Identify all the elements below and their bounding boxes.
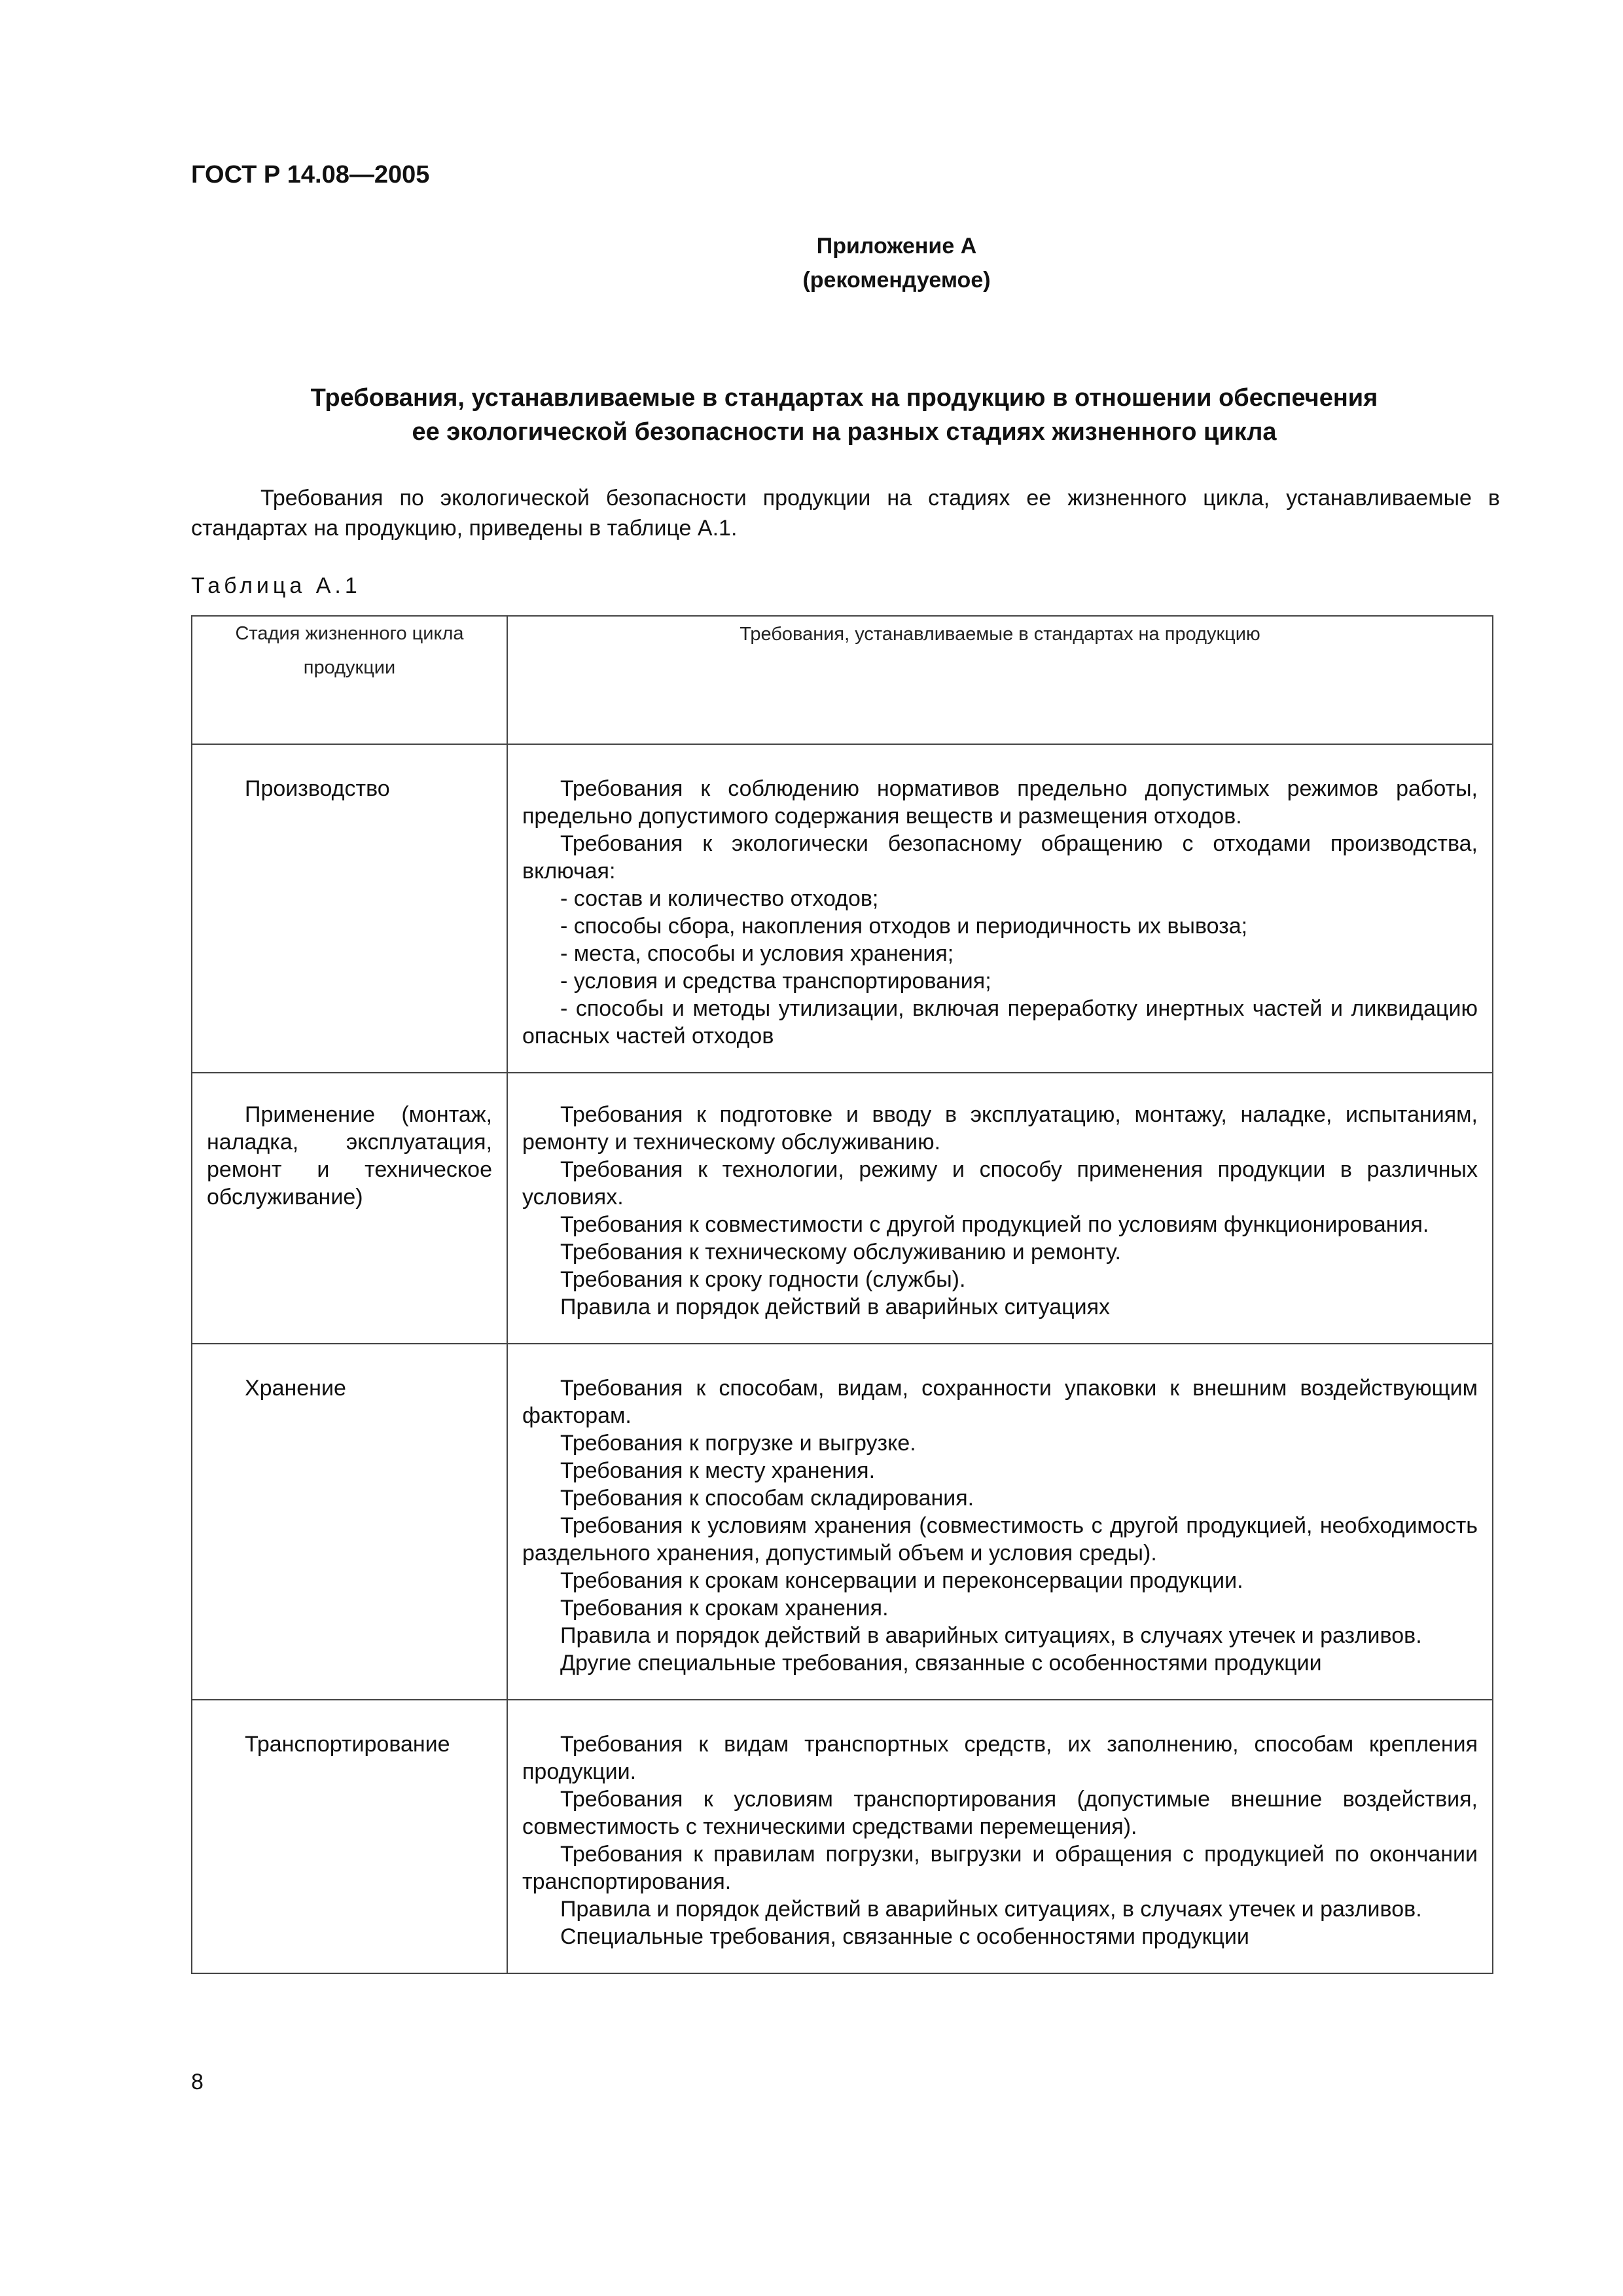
requirement-paragraph: Требования к условиям хранения (совместимость с другой продукцией, необходимость раздельного хранения, допустимый объем и условия среды). [522,1513,1478,1566]
requirement-paragraph: Правила и порядок действий в аварийных ситуациях, в случаях утечек и разливов. [560,1897,1422,1922]
requirement-paragraph: Требования к сроку годности (службы). [560,1267,966,1292]
requirements-cell [507,1344,1493,1700]
requirement-paragraph: Требования к совместимости с другой продукцией по условиям функционирования. [560,1212,1429,1237]
requirement-paragraph: Правила и порядок действий в аварийных ситуациях [560,1295,1110,1319]
requirement-paragraph: Другие специальные требования, связанные с особенностями продукции [560,1651,1322,1676]
intro-paragraph: Требования по экологической безопасности продукции на стадиях ее жизненного цикла, устанавливаемые в стандартах на продукцию, приведены в таблице А.1. [191,486,1500,541]
table-row [192,744,1493,1073]
requirement-paragraph: Требования к технологии, режиму и способу применения продукции в различных условиях. [522,1157,1478,1210]
stage-label: Транспортирование [245,1732,450,1757]
requirement-paragraph: Требования к правилам погрузки, выгрузки и обращения с продукцией по окончании транспортирования. [522,1842,1478,1894]
table-row [192,1700,1493,1973]
appendix-status: (рекомендуемое) [802,268,991,293]
requirement-list-item: - способы сбора, накопления отходов и периодичность их вывоза; [560,914,1248,939]
requirement-list-item: - места, способы и условия хранения; [560,941,954,966]
document-code: ГОСТ Р 14.08—2005 [191,161,430,188]
table-label: Таблица А.1 [191,573,361,598]
heading-line-2: ее экологической безопасности на разных стадиях жизненного цикла [412,418,1277,446]
requirement-paragraph: Требования к экологически безопасному обращению с отходами производства, включая: [522,831,1478,884]
stage-label: Производство [245,776,390,801]
stage-label: Хранение [245,1376,346,1401]
requirement-paragraph: Требования к срокам хранения. [560,1596,889,1621]
stage-cell [192,1700,507,1973]
requirement-paragraph: Требования к техническому обслуживанию и ремонту. [560,1240,1121,1265]
requirement-list-item: - состав и количество отходов; [560,886,879,911]
requirement-paragraph: Требования к подготовке и вводу в эксплуатацию, монтажу, наладке, испытаниям, ремонту и техническому обслуживанию. [522,1102,1478,1155]
stage-cell [192,1344,507,1700]
requirements-cell [507,1700,1493,1973]
requirement-paragraph: Требования к соблюдению нормативов предельно допустимых режимов работы, предельно допустимого содержания веществ и размещения отходов. [522,776,1478,829]
stage-label: Применение (монтаж, наладка, эксплуатация, ремонт и техническое обслуживание) [207,1102,492,1210]
requirements-table [191,615,1493,1974]
requirement-paragraph: Специальные требования, связанные с особенностями продукции [560,1924,1249,1949]
requirement-list-item: - условия и средства транспортирования; [560,969,991,994]
stage-cell [192,1073,507,1344]
table-row [192,1344,1493,1700]
requirement-list-item: - способы и методы утилизации, включая переработку инертных частей и ликвидацию опасных частей отходов [522,996,1478,1049]
requirement-paragraph: Требования к способам складирования. [560,1486,974,1511]
requirement-paragraph: Требования к погрузке и выгрузке. [560,1431,916,1456]
column-header-requirements: Требования, устанавливаемые в стандартах на продукцию [507,616,1493,744]
requirement-paragraph: Требования к видам транспортных средств, их заполнению, способам крепления продукции. [522,1732,1478,1784]
requirement-paragraph: Требования к месту хранения. [560,1458,876,1483]
page-number: 8 [191,2070,204,2094]
table-header-row [192,616,1493,744]
stage-cell [192,744,507,1073]
section-heading [196,381,1492,449]
requirement-paragraph: Требования к условиям транспортирования (допустимые внешние воздействия, совместимость с техническими средствами перемещения). [522,1787,1478,1839]
requirement-paragraph: Требования к срокам консервации и переконсервации продукции. [560,1568,1243,1593]
appendix-title: Приложение А [816,234,977,259]
column-header-stage: Стадия жизненного цикла продукции [192,616,507,744]
requirements-cell [507,1073,1493,1344]
appendix-caption [0,229,1623,297]
requirements-cell [507,744,1493,1073]
requirement-paragraph: Правила и порядок действий в аварийных ситуациях, в случаях утечек и разливов. [560,1623,1422,1648]
requirement-paragraph: Требования к способам, видам, сохранности упаковки к внешним воздействующим факторам. [522,1376,1478,1428]
table-row [192,1073,1493,1344]
heading-line-1: Требования, устанавливаемые в стандартах на продукцию в отношении обеспечения [310,384,1378,412]
